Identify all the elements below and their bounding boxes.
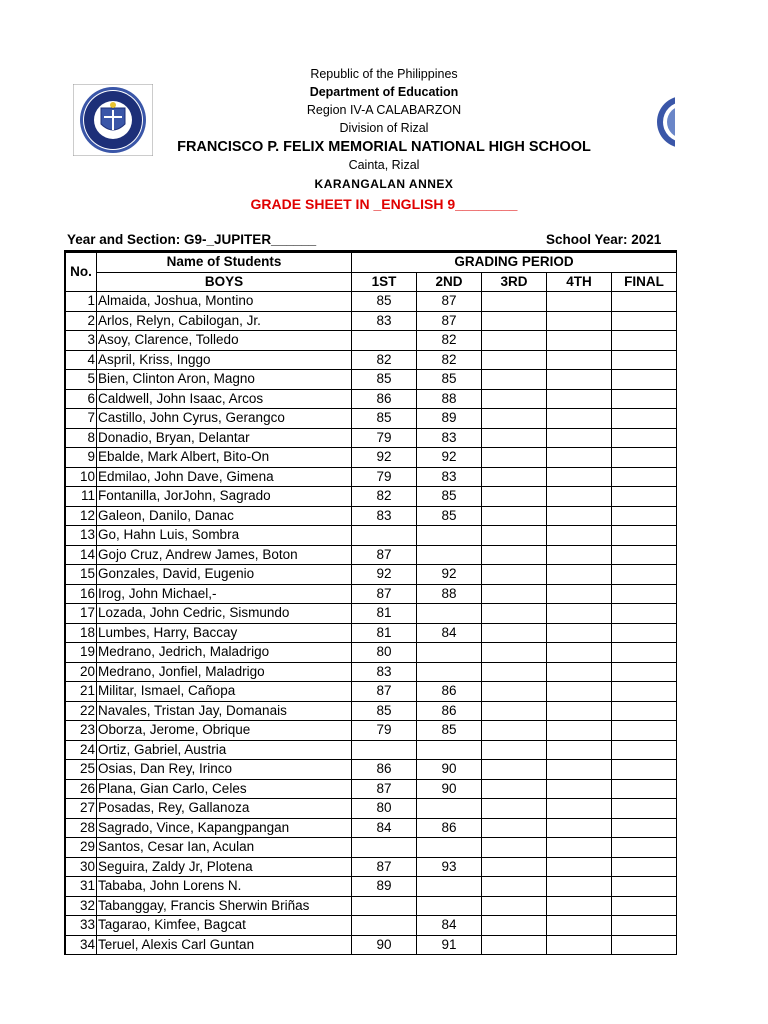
grade-final xyxy=(612,643,677,663)
grade-final xyxy=(612,721,677,741)
student-name: Aspril, Kriss, Inggo xyxy=(97,350,352,370)
table-row xyxy=(66,857,677,877)
grade-4th xyxy=(547,526,612,546)
student-number: 11 xyxy=(66,487,97,507)
student-number: 31 xyxy=(66,877,97,897)
grade-4th xyxy=(547,409,612,429)
student-number: 28 xyxy=(66,818,97,838)
student-number: 27 xyxy=(66,799,97,819)
grade-4th xyxy=(547,584,612,604)
grade-3rd xyxy=(482,662,547,682)
table-row xyxy=(66,935,677,955)
grade-1st: 87 xyxy=(352,682,417,702)
student-name: Asoy, Clarence, Tolledo xyxy=(97,331,352,351)
grade-4th xyxy=(547,721,612,741)
table-row xyxy=(66,428,677,448)
grade-4th xyxy=(547,916,612,936)
student-name: Lozada, John Cedric, Sismundo xyxy=(97,604,352,624)
column-header-boys: BOYS xyxy=(97,272,352,292)
table-header-row xyxy=(66,253,677,273)
student-name: Santos, Cesar Ian, Aculan xyxy=(97,838,352,858)
grade-2nd: 90 xyxy=(417,779,482,799)
student-number: 15 xyxy=(66,565,97,585)
grade-3rd xyxy=(482,565,547,585)
table-row xyxy=(66,623,677,643)
student-name: Galeon, Danilo, Danac xyxy=(97,506,352,526)
student-number: 6 xyxy=(66,389,97,409)
student-number: 4 xyxy=(66,350,97,370)
grade-final xyxy=(612,526,677,546)
school-name: FRANCISCO P. FELIX MEMORIAL NATIONAL HIGH SCHOOL xyxy=(177,139,591,155)
grade-1st xyxy=(352,740,417,760)
student-number: 7 xyxy=(66,409,97,429)
grade-4th xyxy=(547,448,612,468)
grade-final xyxy=(612,799,677,819)
grade-final xyxy=(612,370,677,390)
table-row xyxy=(66,350,677,370)
table-row xyxy=(66,662,677,682)
grade-final xyxy=(612,409,677,429)
grade-final xyxy=(612,935,677,955)
grade-2nd: 89 xyxy=(417,409,482,429)
student-name: Medrano, Jedrich, Maladrigo xyxy=(97,643,352,663)
grade-final xyxy=(612,760,677,780)
grade-3rd xyxy=(482,370,547,390)
grade-final xyxy=(612,428,677,448)
grade-final xyxy=(612,506,677,526)
column-header-3rd: 3RD xyxy=(482,272,547,292)
table-row xyxy=(66,643,677,663)
student-number: 33 xyxy=(66,916,97,936)
student-name: Seguira, Zaldy Jr, Plotena xyxy=(97,857,352,877)
grade-3rd xyxy=(482,857,547,877)
column-header-grading-period: GRADING PERIOD xyxy=(352,253,677,273)
grade-sheet-table xyxy=(64,250,677,955)
grade-2nd: 87 xyxy=(417,311,482,331)
student-number: 10 xyxy=(66,467,97,487)
grade-4th xyxy=(547,818,612,838)
grade-1st: 86 xyxy=(352,389,417,409)
grade-3rd xyxy=(482,838,547,858)
grade-3rd xyxy=(482,487,547,507)
student-name: Donadio, Bryan, Delantar xyxy=(97,428,352,448)
grade-3rd xyxy=(482,506,547,526)
grade-final xyxy=(612,877,677,897)
division-line: Division of Rizal xyxy=(339,121,429,135)
grade-2nd: 88 xyxy=(417,584,482,604)
grade-1st: 85 xyxy=(352,370,417,390)
table-row xyxy=(66,506,677,526)
column-header-1st: 1ST xyxy=(352,272,417,292)
grade-1st xyxy=(352,916,417,936)
grade-2nd xyxy=(417,877,482,897)
table-row xyxy=(66,409,677,429)
grade-2nd xyxy=(417,604,482,624)
table-row xyxy=(66,331,677,351)
student-number: 17 xyxy=(66,604,97,624)
grade-3rd xyxy=(482,584,547,604)
student-name: Medrano, Jonfiel, Maladrigo xyxy=(97,662,352,682)
grade-4th xyxy=(547,935,612,955)
grade-1st: 87 xyxy=(352,545,417,565)
grade-2nd: 93 xyxy=(417,857,482,877)
grade-final xyxy=(612,448,677,468)
student-number: 14 xyxy=(66,545,97,565)
grade-2nd xyxy=(417,545,482,565)
student-name: Bien, Clinton Aron, Magno xyxy=(97,370,352,390)
table-row xyxy=(66,545,677,565)
grade-final xyxy=(612,818,677,838)
student-name: Arlos, Relyn, Cabilogan, Jr. xyxy=(97,311,352,331)
student-name: Osias, Dan Rey, Irinco xyxy=(97,760,352,780)
grade-4th xyxy=(547,604,612,624)
student-name: Almaida, Joshua, Montino xyxy=(97,292,352,312)
grade-final xyxy=(612,311,677,331)
grade-2nd xyxy=(417,643,482,663)
student-name: Militar, Ismael, Cañopa xyxy=(97,682,352,702)
student-name: Fontanilla, JorJohn, Sagrado xyxy=(97,487,352,507)
grade-1st: 92 xyxy=(352,565,417,585)
grade-2nd: 92 xyxy=(417,565,482,585)
grade-final xyxy=(612,662,677,682)
student-number: 3 xyxy=(66,331,97,351)
grade-4th xyxy=(547,682,612,702)
grade-2nd: 86 xyxy=(417,818,482,838)
table-row xyxy=(66,292,677,312)
grade-3rd xyxy=(482,740,547,760)
grade-2nd: 85 xyxy=(417,506,482,526)
grade-final xyxy=(612,487,677,507)
table-row xyxy=(66,779,677,799)
student-name: Edmilao, John Dave, Gimena xyxy=(97,467,352,487)
grade-2nd: 87 xyxy=(417,292,482,312)
grade-2nd xyxy=(417,799,482,819)
student-number: 23 xyxy=(66,721,97,741)
table-row xyxy=(66,799,677,819)
grade-2nd: 92 xyxy=(417,448,482,468)
grade-3rd xyxy=(482,526,547,546)
grade-2nd: 88 xyxy=(417,389,482,409)
deped-seal-logo xyxy=(73,84,153,156)
grade-2nd: 83 xyxy=(417,428,482,448)
student-number: 18 xyxy=(66,623,97,643)
grade-3rd xyxy=(482,721,547,741)
grade-4th xyxy=(547,662,612,682)
grade-2nd: 84 xyxy=(417,623,482,643)
student-number: 9 xyxy=(66,448,97,468)
column-header-2nd: 2ND xyxy=(417,272,482,292)
grade-3rd xyxy=(482,331,547,351)
grade-2nd xyxy=(417,896,482,916)
grade-2nd xyxy=(417,740,482,760)
student-number: 5 xyxy=(66,370,97,390)
grade-1st: 89 xyxy=(352,877,417,897)
grade-1st: 79 xyxy=(352,721,417,741)
grade-final xyxy=(612,467,677,487)
grade-final xyxy=(612,838,677,858)
grade-4th xyxy=(547,467,612,487)
grade-1st: 83 xyxy=(352,662,417,682)
grade-2nd: 86 xyxy=(417,701,482,721)
grade-4th xyxy=(547,857,612,877)
table-row xyxy=(66,584,677,604)
department-line: Department of Education xyxy=(309,85,459,99)
grade-1st: 85 xyxy=(352,292,417,312)
student-number: 16 xyxy=(66,584,97,604)
grade-4th xyxy=(547,643,612,663)
grade-2nd: 82 xyxy=(417,331,482,351)
grade-final xyxy=(612,292,677,312)
grade-final xyxy=(612,623,677,643)
grade-final xyxy=(612,740,677,760)
column-header-name: Name of Students xyxy=(97,253,352,273)
student-number: 24 xyxy=(66,740,97,760)
student-name: Teruel, Alexis Carl Guntan xyxy=(97,935,352,955)
grade-3rd xyxy=(482,701,547,721)
grade-3rd xyxy=(482,448,547,468)
grade-2nd: 84 xyxy=(417,916,482,936)
grade-4th xyxy=(547,487,612,507)
student-number: 20 xyxy=(66,662,97,682)
grade-2nd: 91 xyxy=(417,935,482,955)
grade-3rd xyxy=(482,389,547,409)
grade-3rd xyxy=(482,760,547,780)
student-number: 34 xyxy=(66,935,97,955)
grade-3rd xyxy=(482,409,547,429)
student-number: 22 xyxy=(66,701,97,721)
grade-1st: 85 xyxy=(352,409,417,429)
grade-2nd xyxy=(417,838,482,858)
grade-4th xyxy=(547,428,612,448)
grade-2nd: 85 xyxy=(417,721,482,741)
student-name: Castillo, John Cyrus, Gerangco xyxy=(97,409,352,429)
grade-4th xyxy=(547,370,612,390)
year-section-label: Year and Section: G9-_JUPITER______ xyxy=(67,232,317,247)
table-row xyxy=(66,467,677,487)
grade-final xyxy=(612,779,677,799)
table-row xyxy=(66,721,677,741)
grade-1st: 82 xyxy=(352,487,417,507)
grade-1st: 83 xyxy=(352,506,417,526)
student-number: 13 xyxy=(66,526,97,546)
grade-1st: 85 xyxy=(352,701,417,721)
table-row xyxy=(66,818,677,838)
student-number: 1 xyxy=(66,292,97,312)
grade-4th xyxy=(547,838,612,858)
grade-4th xyxy=(547,331,612,351)
grade-3rd xyxy=(482,935,547,955)
student-number: 2 xyxy=(66,311,97,331)
grade-1st: 81 xyxy=(352,623,417,643)
student-name: Oborza, Jerome, Obrique xyxy=(97,721,352,741)
table-subheader-row xyxy=(66,272,677,292)
grade-4th xyxy=(547,896,612,916)
grade-final xyxy=(612,682,677,702)
grade-final xyxy=(612,350,677,370)
table-row xyxy=(66,565,677,585)
student-name: Posadas, Rey, Gallanoza xyxy=(97,799,352,819)
grade-final xyxy=(612,545,677,565)
grade-2nd xyxy=(417,662,482,682)
student-number: 12 xyxy=(66,506,97,526)
student-name: Go, Hahn Luis, Sombra xyxy=(97,526,352,546)
table-row xyxy=(66,740,677,760)
grade-4th xyxy=(547,760,612,780)
table-row xyxy=(66,526,677,546)
table-row xyxy=(66,916,677,936)
grade-1st xyxy=(352,838,417,858)
grade-4th xyxy=(547,389,612,409)
grade-final xyxy=(612,584,677,604)
grade-4th xyxy=(547,740,612,760)
grade-final xyxy=(612,701,677,721)
student-name: Tababa, John Lorens N. xyxy=(97,877,352,897)
student-name: Irog, John Michael,- xyxy=(97,584,352,604)
grade-1st: 83 xyxy=(352,311,417,331)
grade-3rd xyxy=(482,311,547,331)
table-row xyxy=(66,448,677,468)
student-name: Caldwell, John Isaac, Arcos xyxy=(97,389,352,409)
grade-3rd xyxy=(482,799,547,819)
grade-2nd: 82 xyxy=(417,350,482,370)
grade-1st: 80 xyxy=(352,643,417,663)
student-name: Plana, Gian Carlo, Celes xyxy=(97,779,352,799)
grade-3rd xyxy=(482,604,547,624)
sheet-title: GRADE SHEET IN _ENGLISH 9________ xyxy=(250,196,518,212)
grade-2nd: 90 xyxy=(417,760,482,780)
annex-line: KARANGALAN ANNEX xyxy=(314,177,454,191)
table-row xyxy=(66,604,677,624)
student-name: Navales, Tristan Jay, Domanais xyxy=(97,701,352,721)
location-line: Cainta, Rizal xyxy=(348,158,420,172)
table-row xyxy=(66,311,677,331)
student-name: Sagrado, Vince, Kapangpangan xyxy=(97,818,352,838)
table-row xyxy=(66,701,677,721)
column-header-final: FINAL xyxy=(612,272,677,292)
grade-final xyxy=(612,604,677,624)
grade-1st: 81 xyxy=(352,604,417,624)
grade-4th xyxy=(547,292,612,312)
student-name: Tabanggay, Francis Sherwin Briñas xyxy=(97,896,352,916)
table-row xyxy=(66,838,677,858)
grade-1st: 82 xyxy=(352,350,417,370)
grade-final xyxy=(612,389,677,409)
grade-3rd xyxy=(482,428,547,448)
student-number: 29 xyxy=(66,838,97,858)
grade-3rd xyxy=(482,877,547,897)
student-number: 30 xyxy=(66,857,97,877)
student-number: 8 xyxy=(66,428,97,448)
grade-4th xyxy=(547,779,612,799)
student-number: 25 xyxy=(66,760,97,780)
grade-4th xyxy=(547,311,612,331)
grade-final xyxy=(612,916,677,936)
grade-1st: 80 xyxy=(352,799,417,819)
grade-4th xyxy=(547,701,612,721)
grade-4th xyxy=(547,506,612,526)
grade-4th xyxy=(547,545,612,565)
student-number: 21 xyxy=(66,682,97,702)
grade-4th xyxy=(547,799,612,819)
grade-1st: 79 xyxy=(352,467,417,487)
division-seal-logo xyxy=(655,95,675,150)
republic-line: Republic of the Philippines xyxy=(310,67,458,81)
grade-1st xyxy=(352,331,417,351)
school-year-label: School Year: 2021 xyxy=(546,232,662,247)
grade-1st xyxy=(352,526,417,546)
grade-3rd xyxy=(482,818,547,838)
grade-3rd xyxy=(482,896,547,916)
table-row xyxy=(66,877,677,897)
grade-2nd: 83 xyxy=(417,467,482,487)
grade-3rd xyxy=(482,682,547,702)
student-name: Ebalde, Mark Albert, Bito-On xyxy=(97,448,352,468)
grade-3rd xyxy=(482,350,547,370)
grade-final xyxy=(612,565,677,585)
grade-3rd xyxy=(482,916,547,936)
grade-3rd xyxy=(482,292,547,312)
grade-2nd: 85 xyxy=(417,487,482,507)
grade-1st: 92 xyxy=(352,448,417,468)
student-name: Ortiz, Gabriel, Austria xyxy=(97,740,352,760)
grade-4th xyxy=(547,877,612,897)
table-row xyxy=(66,682,677,702)
grade-2nd: 86 xyxy=(417,682,482,702)
table-row xyxy=(66,896,677,916)
grade-1st: 86 xyxy=(352,760,417,780)
grade-4th xyxy=(547,350,612,370)
grade-2nd xyxy=(417,526,482,546)
student-number: 32 xyxy=(66,896,97,916)
grade-2nd: 85 xyxy=(417,370,482,390)
student-name: Lumbes, Harry, Baccay xyxy=(97,623,352,643)
student-name: Gonzales, David, Eugenio xyxy=(97,565,352,585)
table-row xyxy=(66,760,677,780)
grade-3rd xyxy=(482,643,547,663)
grade-final xyxy=(612,331,677,351)
table-row xyxy=(66,487,677,507)
student-number: 26 xyxy=(66,779,97,799)
grade-1st: 90 xyxy=(352,935,417,955)
column-header-4th: 4TH xyxy=(547,272,612,292)
student-name: Gojo Cruz, Andrew James, Boton xyxy=(97,545,352,565)
grade-1st: 84 xyxy=(352,818,417,838)
grade-final xyxy=(612,896,677,916)
grade-4th xyxy=(547,565,612,585)
grade-3rd xyxy=(482,779,547,799)
student-name: Tagarao, Kimfee, Bagcat xyxy=(97,916,352,936)
grade-final xyxy=(612,857,677,877)
table-row xyxy=(66,389,677,409)
column-header-no: No. xyxy=(66,253,97,292)
table-row xyxy=(66,370,677,390)
grade-1st: 87 xyxy=(352,857,417,877)
grade-1st xyxy=(352,896,417,916)
student-number: 19 xyxy=(66,643,97,663)
grade-4th xyxy=(547,623,612,643)
grade-1st: 87 xyxy=(352,779,417,799)
region-line: Region IV-A CALABARZON xyxy=(306,103,462,117)
grade-1st: 87 xyxy=(352,584,417,604)
grade-1st: 79 xyxy=(352,428,417,448)
grade-3rd xyxy=(482,545,547,565)
grade-3rd xyxy=(482,467,547,487)
grade-3rd xyxy=(482,623,547,643)
